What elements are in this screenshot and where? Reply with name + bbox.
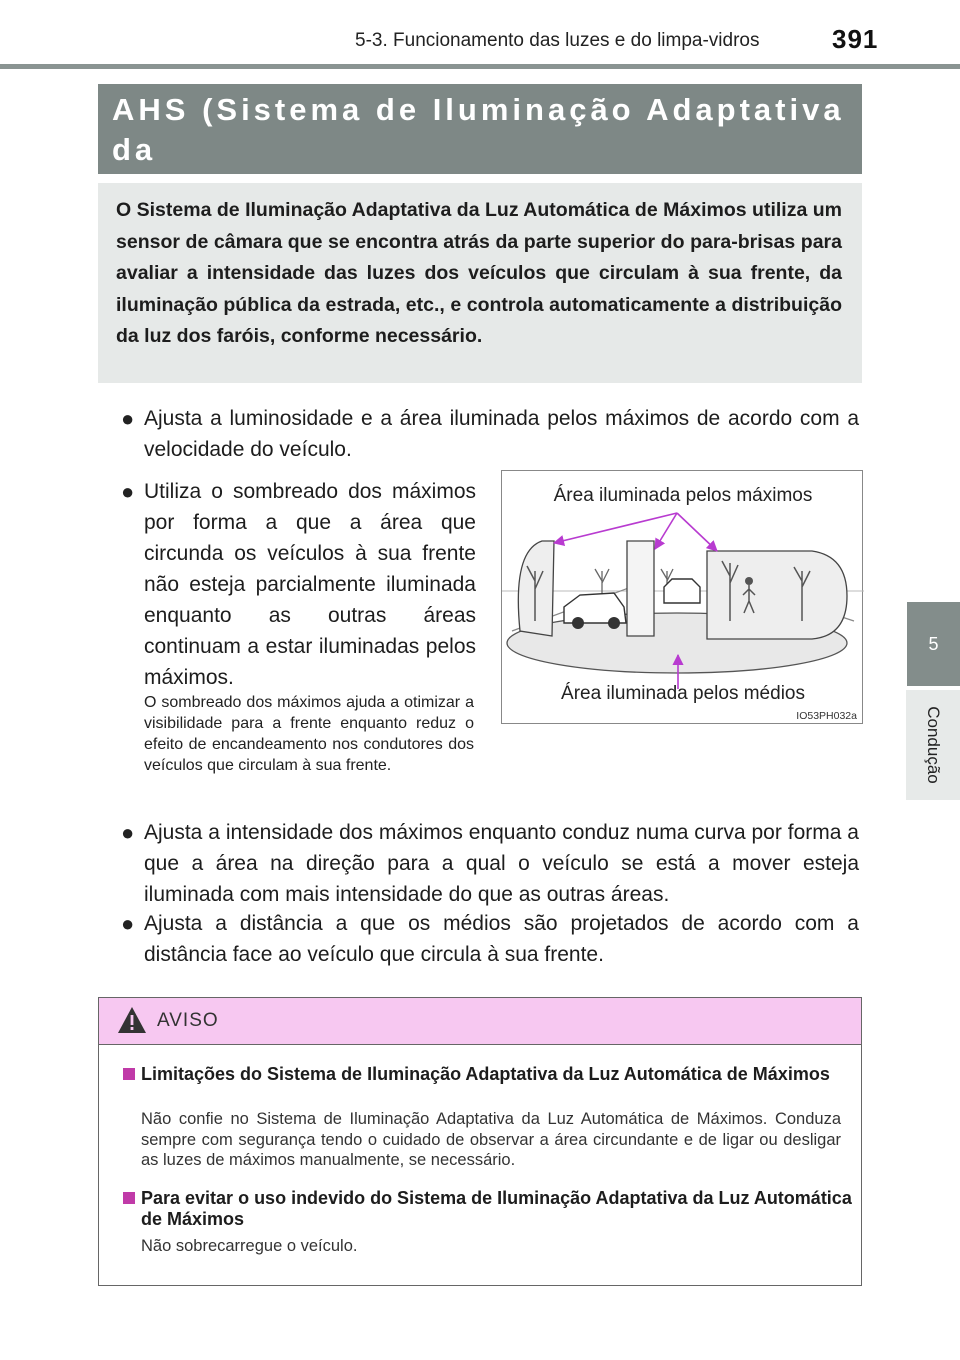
bullet-dot: ● — [121, 820, 135, 845]
bullet-item — [121, 908, 859, 970]
bullet-dot: ● — [121, 479, 135, 504]
bullet-item — [121, 817, 859, 910]
warning-box — [98, 997, 862, 1286]
square-bullet-icon — [123, 1192, 135, 1204]
warning-item-body: Não confie no Sistema de Iluminação Adaptativa da Luz Automática de Máximos. Conduza sempre com segurança tendo o cuidado de observar a área circundante e de ligar ou desligar as luzes de máximos manualmente, se necessário. — [141, 1110, 841, 1169]
headlight-diagram-illustration — [502, 471, 864, 725]
square-bullet-icon — [123, 1068, 135, 1080]
bullet-note: O sombreado dos máximos ajuda a otimizar a visibilidade para a frente enquanto reduz o efeito de encandeamento nos condutores dos veículos que circulam à sua frente. — [144, 694, 474, 774]
diagram-label-low-beam: Área iluminada pelos médios — [561, 683, 805, 704]
headlight-diagram — [501, 470, 863, 724]
warning-triangle-icon — [117, 1006, 147, 1034]
page-number: 391 — [832, 24, 879, 54]
warning-title: AVISO — [157, 1010, 219, 1031]
bullet-text: Ajusta a intensidade dos máximos enquanto conduz numa curva por forma a que a área na direção para a qual o veículo se está a mover esteja iluminada com mais intensidade do que as outras áreas. — [144, 821, 859, 906]
bullet-text: Utiliza o sombreado dos máximos por forma a que a área que circunda os veículos à sua frente não esteja parcialmente iluminada enquanto as outras áreas continuam a estar iluminadas pelos máximos. — [144, 480, 476, 689]
bullet-dot: ● — [121, 406, 135, 431]
section-heading-line-1: AHS (Sistema de Iluminação Adaptativa da — [112, 92, 845, 167]
header-divider — [0, 64, 960, 69]
bullet-text: Ajusta a distância a que os médios são projetados de acordo com a distância face ao veículo que circula à sua frente. — [144, 912, 859, 966]
diagram-label-high-beam: Área iluminada pelos máximos — [553, 485, 813, 506]
diagram-code: IO53PH032a — [796, 710, 857, 722]
chapter-tab-label — [906, 690, 960, 800]
intro-paragraph: O Sistema de Iluminação Adaptativa da Luz Automática de Máximos utiliza um sensor de câmara que se encontra atrás da parte superior do para-brisas para avaliar a intensidade das luzes dos veículos que circulam à sua frente, da iluminação pública da estrada, etc., e controla automaticamente a distribuição da luz dos faróis, conforme necessário. — [98, 183, 862, 383]
chapter-tab-number: 5 — [907, 602, 960, 686]
section-title: 5-3. Funcionamento das luzes e do limpa-vidros — [355, 30, 760, 51]
warning-header — [99, 998, 861, 1045]
bullet-text: Ajusta a luminosidade e a área iluminada pelos máximos de acordo com a velocidade do veículo. — [144, 407, 859, 461]
bullet-item — [121, 476, 476, 693]
warning-item-title: Limitações do Sistema de Iluminação Adaptativa da Luz Automática de Máximos — [123, 1064, 853, 1085]
bullet-dot: ● — [121, 911, 135, 936]
bullet-item — [121, 403, 859, 465]
section-heading — [98, 84, 862, 174]
warning-item-body: Não sobrecarregue o veículo. — [141, 1237, 358, 1255]
chapter-tab-label-text: Condução — [924, 706, 943, 784]
warning-item-title: Para evitar o uso indevido do Sistema de Iluminação Adaptativa da Luz Automática de Máximos — [123, 1188, 853, 1230]
